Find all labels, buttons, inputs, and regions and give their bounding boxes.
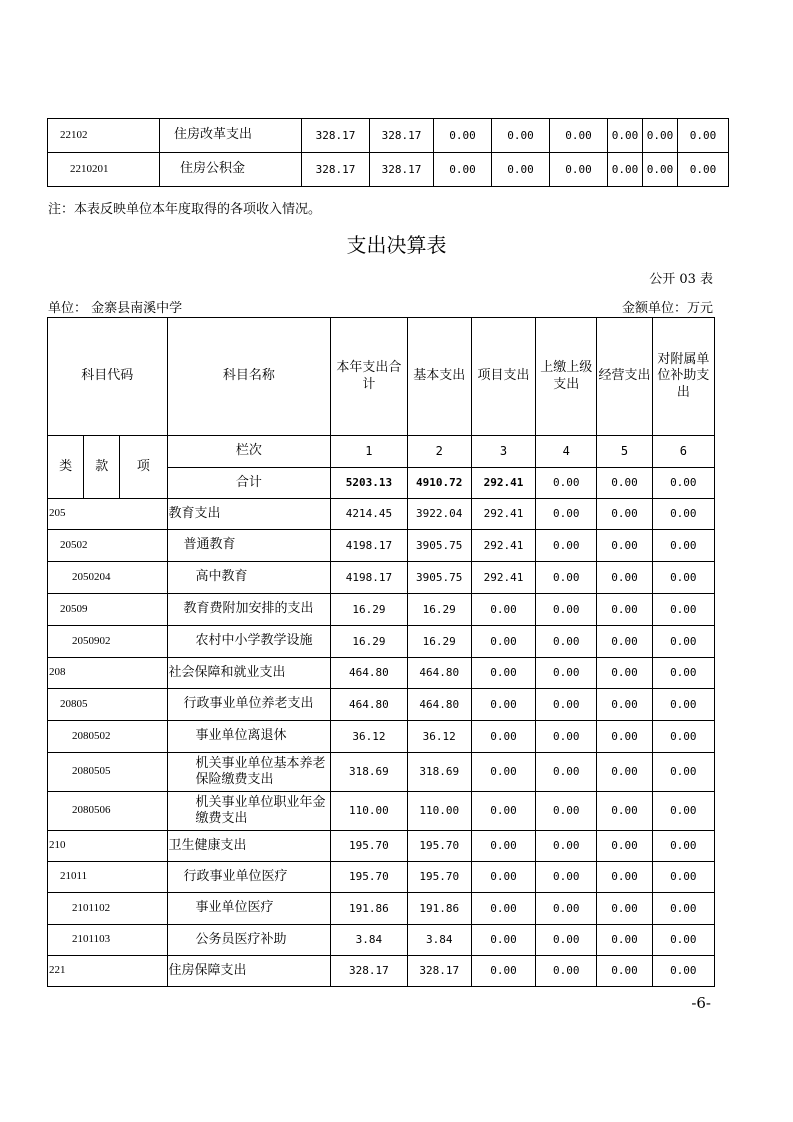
row-value: 0.00: [652, 562, 714, 594]
row-value: 0.00: [536, 594, 597, 626]
row-value: 195.70: [407, 862, 471, 893]
header-col-3: 项目支出: [471, 318, 535, 436]
prev-cell: 328.17: [370, 153, 434, 187]
row-value: 0.00: [536, 792, 597, 831]
table-row: [48, 626, 715, 658]
prev-cell: 0.00: [608, 119, 643, 153]
table-row: [48, 925, 715, 956]
row-value: 0.00: [536, 893, 597, 925]
row-value: 0.00: [597, 594, 652, 626]
header-col-1: 本年支出合计: [331, 318, 407, 436]
header-col-4: 上缴上级支出: [536, 318, 597, 436]
row-value: 0.00: [471, 753, 535, 792]
row-value: 4198.17: [331, 562, 407, 594]
row-code: 20805: [48, 689, 168, 721]
row-value: 0.00: [536, 753, 597, 792]
row-value: 36.12: [331, 721, 407, 753]
total-value: 0.00: [652, 468, 714, 499]
row-name: 农村中小学教学设施: [167, 626, 331, 658]
col-number: 6: [652, 436, 714, 468]
row-value: 0.00: [536, 626, 597, 658]
row-value: 0.00: [652, 626, 714, 658]
header-xiang: 项: [120, 436, 167, 499]
table-row: [48, 658, 715, 689]
prev-cell: 328.17: [302, 119, 370, 153]
unit-label: 单位： 金寨县南溪中学: [48, 301, 183, 316]
row-name: 普通教育: [167, 530, 331, 562]
row-value: 0.00: [652, 893, 714, 925]
total-value: 0.00: [536, 468, 597, 499]
header-col-2: 基本支出: [407, 318, 471, 436]
column-number-row: [48, 436, 715, 468]
prev-cell: 0.00: [643, 119, 678, 153]
row-value: 0.00: [652, 721, 714, 753]
prev-code: 2210201: [48, 153, 160, 187]
row-value: 0.00: [536, 530, 597, 562]
row-value: 3922.04: [407, 499, 471, 530]
row-value: 0.00: [536, 862, 597, 893]
row-value: 16.29: [407, 626, 471, 658]
row-name: 行政事业单位医疗: [167, 862, 331, 893]
page-number: -6-: [691, 994, 711, 1012]
row-value: 4214.45: [331, 499, 407, 530]
prev-cell: 0.00: [434, 153, 492, 187]
row-value: 0.00: [536, 499, 597, 530]
total-value: 0.00: [597, 468, 652, 499]
total-value: 5203.13: [331, 468, 407, 499]
row-value: 0.00: [597, 689, 652, 721]
prev-table: [47, 118, 729, 187]
row-value: 0.00: [536, 831, 597, 862]
row-value: 0.00: [471, 658, 535, 689]
row-code: 21011: [48, 862, 168, 893]
row-value: 0.00: [652, 862, 714, 893]
row-value: 0.00: [471, 956, 535, 987]
row-code: 2050902: [48, 626, 168, 658]
row-value: 195.70: [331, 862, 407, 893]
row-value: 3.84: [331, 925, 407, 956]
row-value: 3905.75: [407, 562, 471, 594]
row-value: 328.17: [407, 956, 471, 987]
row-value: 0.00: [597, 862, 652, 893]
row-value: 318.69: [331, 753, 407, 792]
header-lei: 类: [48, 436, 84, 499]
table-row: [48, 753, 715, 792]
row-value: 0.00: [471, 925, 535, 956]
row-value: 0.00: [652, 753, 714, 792]
table-row: [48, 831, 715, 862]
prev-cell: 0.00: [550, 153, 608, 187]
row-value: 16.29: [407, 594, 471, 626]
table-number: 公开 03 表: [649, 272, 713, 287]
row-value: 3.84: [407, 925, 471, 956]
row-code: 2101103: [48, 925, 168, 956]
row-value: 3905.75: [407, 530, 471, 562]
prev-cell: 0.00: [643, 153, 678, 187]
row-code: 208: [48, 658, 168, 689]
row-name: 教育费附加安排的支出: [167, 594, 331, 626]
row-code: 2080506: [48, 792, 168, 831]
row-code: 2080505: [48, 753, 168, 792]
row-value: 0.00: [471, 689, 535, 721]
header-lanci: 栏次: [167, 436, 331, 468]
row-value: 0.00: [597, 925, 652, 956]
row-name: 社会保障和就业支出: [167, 658, 331, 689]
table-row: [48, 562, 715, 594]
total-value: 292.41: [471, 468, 535, 499]
row-value: 318.69: [407, 753, 471, 792]
prev-cell: 0.00: [678, 119, 729, 153]
row-value: 0.00: [471, 594, 535, 626]
row-value: 0.00: [597, 499, 652, 530]
row-code: 2050204: [48, 562, 168, 594]
row-value: 110.00: [407, 792, 471, 831]
total-value: 4910.72: [407, 468, 471, 499]
header-name: 科目名称: [167, 318, 331, 436]
row-value: 16.29: [331, 626, 407, 658]
prev-cell: 0.00: [678, 153, 729, 187]
header-kuan: 款: [84, 436, 120, 499]
col-number: 5: [597, 436, 652, 468]
row-value: 292.41: [471, 499, 535, 530]
row-value: 0.00: [652, 831, 714, 862]
table-row: [48, 893, 715, 925]
row-value: 110.00: [331, 792, 407, 831]
row-code: 20502: [48, 530, 168, 562]
table-row: [48, 499, 715, 530]
row-value: 191.86: [331, 893, 407, 925]
row-value: 0.00: [536, 956, 597, 987]
row-value: 0.00: [471, 792, 535, 831]
col-number: 3: [471, 436, 535, 468]
row-value: 0.00: [652, 499, 714, 530]
row-value: 0.00: [471, 721, 535, 753]
row-value: 0.00: [536, 721, 597, 753]
row-value: 0.00: [597, 721, 652, 753]
prev-row: [48, 153, 729, 187]
row-name: 公务员医疗补助: [167, 925, 331, 956]
row-name: 行政事业单位养老支出: [167, 689, 331, 721]
header-row: [48, 318, 715, 436]
prev-cell: 0.00: [492, 153, 550, 187]
row-value: 0.00: [652, 689, 714, 721]
prev-cell: 0.00: [608, 153, 643, 187]
row-value: 195.70: [331, 831, 407, 862]
prev-cell: 0.00: [434, 119, 492, 153]
row-code: 20509: [48, 594, 168, 626]
row-value: 0.00: [471, 831, 535, 862]
row-value: 0.00: [597, 792, 652, 831]
row-value: 16.29: [331, 594, 407, 626]
row-value: 0.00: [652, 792, 714, 831]
row-value: 0.00: [597, 626, 652, 658]
prev-code: 22102: [48, 119, 160, 153]
row-name: 机关事业单位基本养老保险缴费支出: [167, 753, 331, 792]
row-code: 2101102: [48, 893, 168, 925]
row-value: 0.00: [471, 626, 535, 658]
row-name: 机关事业单位职业年金缴费支出: [167, 792, 331, 831]
row-value: 0.00: [597, 893, 652, 925]
row-value: 0.00: [471, 893, 535, 925]
header-code: 科目代码: [48, 318, 168, 436]
row-value: 0.00: [471, 862, 535, 893]
row-name: 教育支出: [167, 499, 331, 530]
row-name: 事业单位离退休: [167, 721, 331, 753]
prev-name: 住房改革支出: [160, 119, 302, 153]
header-col-6: 对附属单位补助支出: [652, 318, 714, 436]
table-row: [48, 594, 715, 626]
row-value: 191.86: [407, 893, 471, 925]
row-value: 0.00: [597, 530, 652, 562]
row-value: 0.00: [536, 562, 597, 594]
row-value: 0.00: [597, 956, 652, 987]
row-value: 464.80: [331, 658, 407, 689]
row-code: 205: [48, 499, 168, 530]
row-name: 卫生健康支出: [167, 831, 331, 862]
row-value: 292.41: [471, 562, 535, 594]
row-code: 221: [48, 956, 168, 987]
row-value: 0.00: [536, 689, 597, 721]
col-number: 2: [407, 436, 471, 468]
row-value: 292.41: [471, 530, 535, 562]
prev-cell: 0.00: [492, 119, 550, 153]
table-row: [48, 862, 715, 893]
row-code: 2080502: [48, 721, 168, 753]
row-value: 464.80: [407, 689, 471, 721]
expenditure-table: [47, 317, 715, 987]
prev-cell: 0.00: [550, 119, 608, 153]
table-row: [48, 721, 715, 753]
row-value: 0.00: [597, 562, 652, 594]
row-value: 195.70: [407, 831, 471, 862]
row-value: 328.17: [331, 956, 407, 987]
row-value: 4198.17: [331, 530, 407, 562]
row-value: 0.00: [597, 658, 652, 689]
prev-name: 住房公积金: [160, 153, 302, 187]
row-value: 0.00: [536, 925, 597, 956]
row-name: 住房保障支出: [167, 956, 331, 987]
table-row: [48, 956, 715, 987]
row-value: 36.12: [407, 721, 471, 753]
row-value: 0.00: [652, 530, 714, 562]
row-value: 0.00: [652, 594, 714, 626]
prev-cell: 328.17: [302, 153, 370, 187]
row-name: 高中教育: [167, 562, 331, 594]
header-col-5: 经营支出: [597, 318, 652, 436]
row-value: 464.80: [331, 689, 407, 721]
amount-unit: 金额单位：万元: [621, 301, 713, 316]
row-value: 464.80: [407, 658, 471, 689]
table-row: [48, 530, 715, 562]
row-code: 210: [48, 831, 168, 862]
prev-row: [48, 119, 729, 153]
table-row: [48, 689, 715, 721]
row-value: 0.00: [652, 658, 714, 689]
col-number: 1: [331, 436, 407, 468]
table-note: 注：本表反映单位本年度取得的各项收入情况。: [48, 202, 322, 217]
prev-cell: 328.17: [370, 119, 434, 153]
col-number: 4: [536, 436, 597, 468]
total-label: 合计: [167, 468, 331, 499]
row-value: 0.00: [597, 753, 652, 792]
row-value: 0.00: [597, 831, 652, 862]
row-value: 0.00: [652, 956, 714, 987]
page-title: 支出决算表: [346, 233, 447, 257]
row-name: 事业单位医疗: [167, 893, 331, 925]
row-value: 0.00: [536, 658, 597, 689]
table-row: [48, 792, 715, 831]
row-value: 0.00: [652, 925, 714, 956]
